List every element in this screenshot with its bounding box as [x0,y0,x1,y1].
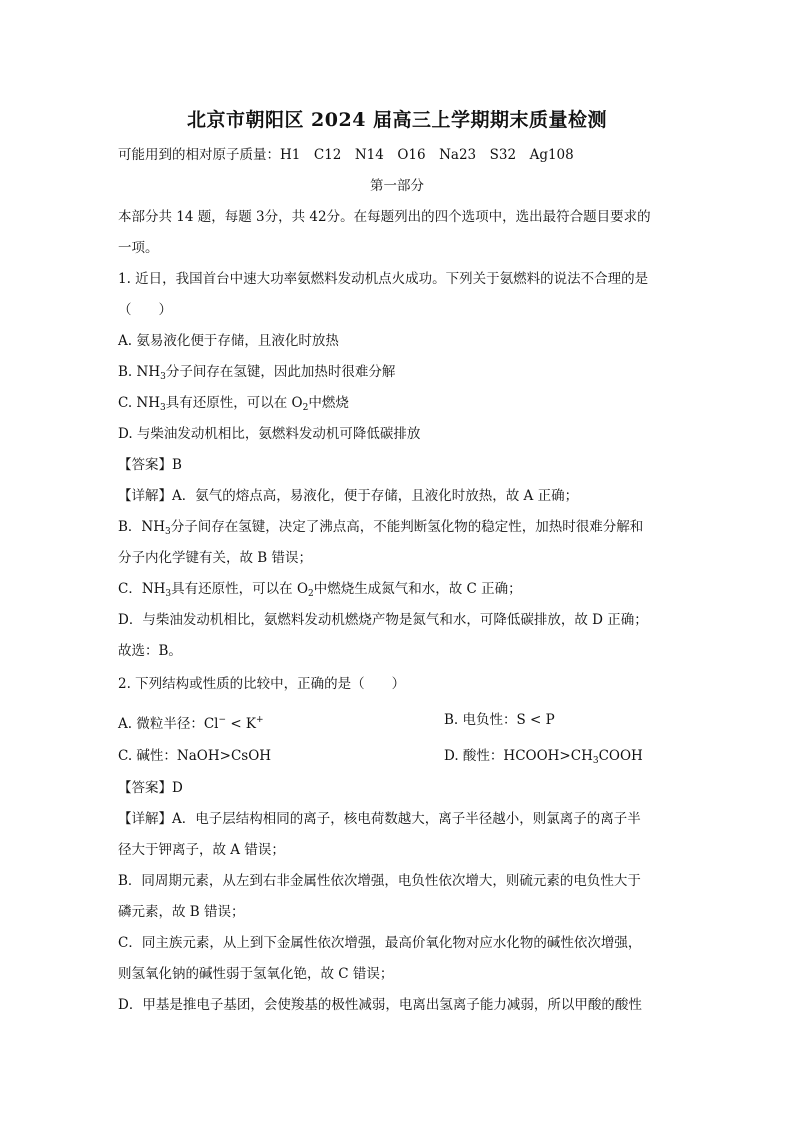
part-heading: 第一部分 [370,178,424,194]
q2-option-b: B. 电负性：S < P [444,712,555,728]
text: 分子间存在氢键，因此加热时很难分解 [165,364,396,380]
q2-explain-b-line-2: 磷元素，故 B 错误； [118,904,245,920]
subscript: 3 [160,372,166,382]
text: 中燃烧 [308,395,349,411]
subscript: 2 [302,403,309,413]
q1-option-d: D. 与柴油发动机相比，氨燃料发动机可降低碳排放 [118,426,421,442]
text: A．电子层结构相同的离子，核电荷数越大，离子半径越小，则氯离子的离子半 [172,811,641,827]
text: D. 酸性：HCOOH>CH [444,748,593,764]
subscript: 3 [592,756,599,766]
explain-label: 【详解】 [118,488,172,504]
q2-option-d [444,747,643,770]
text: COOH [598,748,643,764]
q2-stem: 2. 下列结构或性质的比较中，正确的是（ ） [118,676,406,692]
q1-explain-b-line-2: 分子内化学键有关，故 B 错误； [118,550,313,566]
q2-explain-b-line-1: B．同周期元素，从左到右非金属性依次增强，电负性依次增大，则硫元素的电负性大于 [118,873,641,889]
q2-explain-a-line-2: 径大于钾离子，故 A 错误； [118,842,285,858]
q1-option-a: A. 氨易液化便于存储，且液化时放热 [118,333,339,349]
q2-explain-a-line-1 [118,810,641,828]
q2-option-a [118,711,264,733]
text: C．NH [118,581,166,597]
q1-stem-line-1: 1. 近日，我国首台中速大功率氨燃料发动机点火成功。下列关于氨燃料的说法不合理的是 [118,271,649,287]
superscript: + [256,715,264,725]
text: A. 微粒半径：Cl [118,716,219,732]
q2-explain-c-line-2: 则氢氧化钠的碱性弱于氢氧化铯，故 C 错误； [118,966,394,982]
text: B. NH [118,364,161,380]
text: 分子间存在氢键，决定了沸点高，不能判断氢化物的稳定性，加热时很难分解和 [170,519,644,535]
instructions-line-1: 本部分共 14 题，每题 3分，共 42分。在每题列出的四个选项中，选出最符合题目要求的 [118,209,651,225]
q2-explain-c-line-1: C．同主族元素，从上到下金属性依次增强，最高价氧化物对应水化物的碱性依次增强， [118,935,642,951]
text: 具有还原性，可以在 O [165,395,303,411]
text: < K [226,716,257,732]
explain-label: 【详解】 [118,811,172,827]
subscript: 3 [165,527,171,537]
document-title: 北京市朝阳区 2024 届高三上学期期末质量检测 [186,109,608,131]
q1-option-b [118,363,395,386]
q1-explain-b-line-1 [118,518,643,541]
q1-stem-line-2: （ ） [118,302,172,318]
subscript: 2 [308,589,314,599]
subscript: 3 [160,403,166,413]
q1-explain-a [118,487,578,505]
subscript: 3 [165,589,172,599]
instructions-line-2: 一项。 [118,240,159,256]
q2-answer: 【答案】D [118,780,183,796]
q2-option-c: C. 碱性：NaOH>CsOH [118,748,272,764]
text: B．NH [118,519,166,535]
atomic-masses-line: 可能用到的相对原子质量：H1 C12 N14 O16 Na23 S32 Ag108 [118,147,574,163]
text: 具有还原性，可以在 O [171,581,309,597]
q1-explain-c [118,580,522,603]
q1-answer: 【答案】B [118,457,182,473]
text: A．氨气的熔点高，易液化，便于存储，且液化时放热，故 A 正确； [172,488,579,504]
text: C. NH [118,395,161,411]
text: 中燃烧生成氮气和水，故 C 正确； [313,581,522,597]
q1-explain-d: D．与柴油发动机相比，氨燃料发动机燃烧产物是氮气和水，可降低碳排放，故 D 正确； [118,612,648,628]
q1-option-c [118,394,349,417]
superscript: − [218,715,227,725]
q1-conclusion: 故选：B。 [118,643,182,659]
q2-explain-d-line-1: D．甲基是推电子基团，会使羧基的极性减弱，电离出氢离子能力减弱，所以甲酸的酸性 [118,997,642,1013]
